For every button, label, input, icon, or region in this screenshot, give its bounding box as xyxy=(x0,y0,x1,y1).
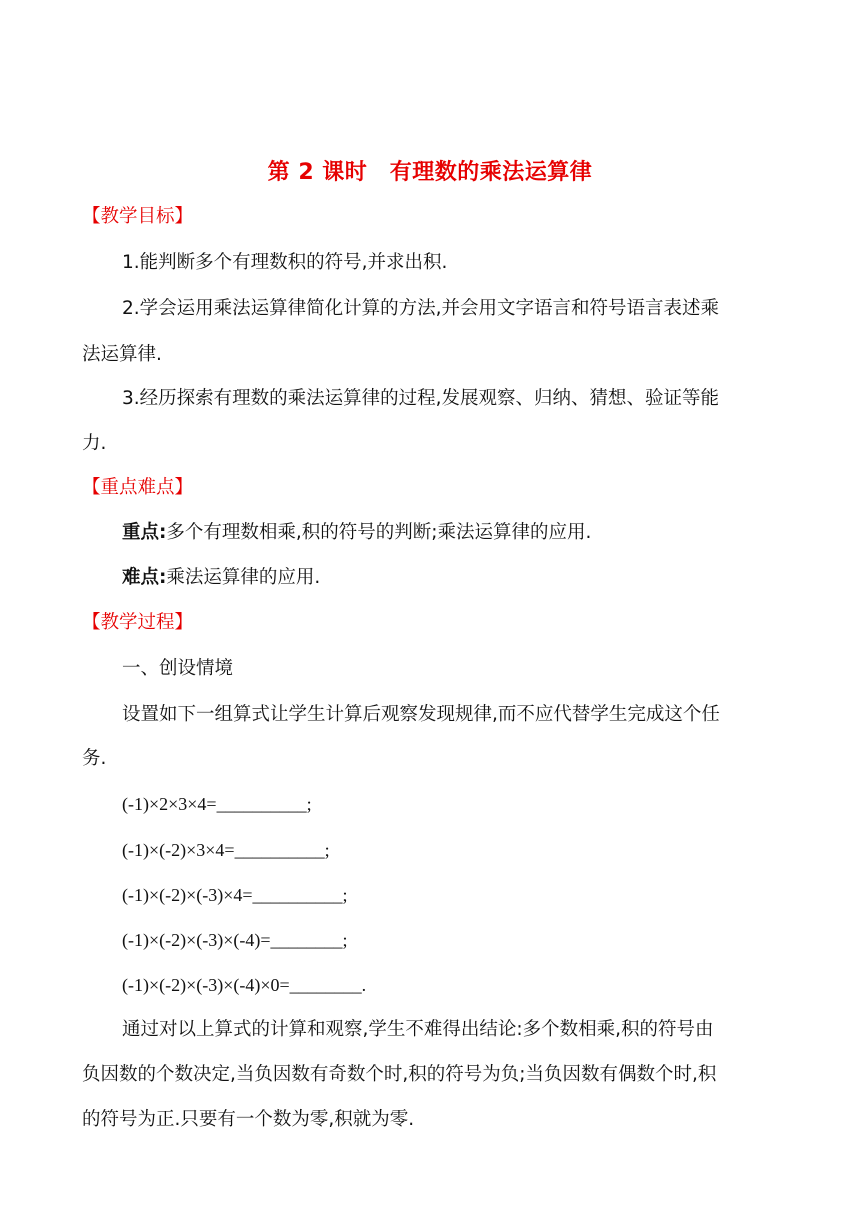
conclusion-line2: 负因数的个数决定,当负因数有奇数个时,积的符号为负;当负因数有偶数个时,积 xyxy=(82,1064,717,1085)
difficulty-text: 乘法运算律的应用. xyxy=(166,567,321,588)
exercise-1: (-1)×2×3×4=__________; xyxy=(122,794,312,814)
objective-2-continued: 法运算律. xyxy=(82,344,162,365)
keypoint-focus xyxy=(122,520,591,546)
process-intro-line2: 务. xyxy=(82,748,107,769)
objective-3-continued: 力. xyxy=(82,433,107,454)
section-heading-process: 【教学过程】 xyxy=(82,612,194,633)
process-intro-line1: 设置如下一组算式让学生计算后观察发现规律,而不应代替学生完成这个任 xyxy=(122,704,720,725)
objective-3: 3.经历探索有理数的乘法运算律的过程,发展观察、归纳、猜想、验证等能 xyxy=(122,388,720,409)
conclusion-line3: 的符号为正.只要有一个数为零,积就为零. xyxy=(82,1109,415,1130)
conclusion-line1: 通过对以上算式的计算和观察,学生不难得出结论:多个数相乘,积的符号由 xyxy=(122,1019,714,1040)
focus-label: 重点: xyxy=(122,522,167,543)
exercise-2: (-1)×(-2)×3×4=__________; xyxy=(122,840,330,860)
exercise-5: (-1)×(-2)×(-3)×(-4)×0=________. xyxy=(122,975,367,995)
process-step-heading: 一、创设情境 xyxy=(122,658,234,679)
difficulty-label: 难点: xyxy=(122,567,167,588)
objective-1: 1.能判断多个有理数积的符号,并求出积. xyxy=(122,252,448,273)
exercise-4: (-1)×(-2)×(-3)×(-4)=________; xyxy=(122,930,348,950)
section-heading-keypoints: 【重点难点】 xyxy=(82,477,194,498)
objective-2: 2.学会运用乘法运算律简化计算的方法,并会用文字语言和符号语言表述乘 xyxy=(122,298,720,319)
section-heading-objectives: 【教学目标】 xyxy=(82,206,194,227)
exercise-3: (-1)×(-2)×(-3)×4=__________; xyxy=(122,885,348,905)
keypoint-difficulty xyxy=(122,565,320,591)
focus-text: 多个有理数相乘,积的符号的判断;乘法运算律的应用. xyxy=(166,522,592,543)
page-title: 第 2 课时 有理数的乘法运算律 xyxy=(267,160,593,185)
